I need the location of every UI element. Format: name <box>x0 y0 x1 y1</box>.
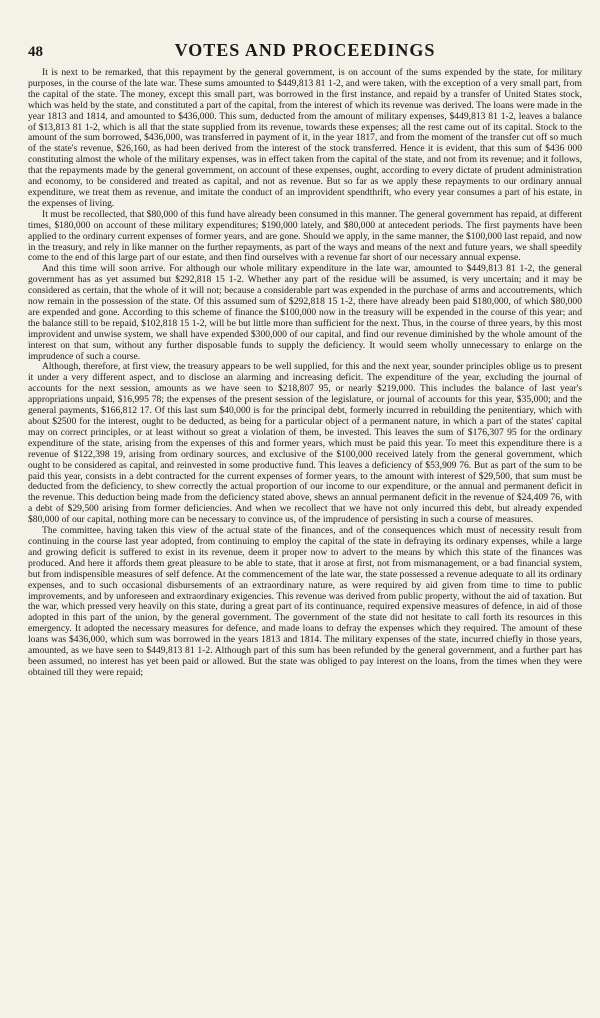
paragraph: It must be recollected, that $80,000 of this fund have already been consumed in this manner. The general government has repaid, at different times, $180,000 on account of these military expenditures; $190,000 lately, and $80,000 at antecedent periods. The first payments have been applied to the ordinary current expenses of former years, and are gone. Should we apply, in the same manner, the $100,000 last repaid, and now in the treasury, and rely in like manner on the further repayments, as part of the ways and means of the next and future years, we shall speedily come to the end of this large part of our estate, and then find ourselves with a revenue far short of our necessary annual expense. <box>28 208 582 264</box>
page-number: 48 <box>28 44 43 60</box>
paragraph: The committee, having taken this view of the actual state of the finances, and of the consequences which must of necessity result from continuing in the course last year adopted, from continuing to employ the capital of the state in defraying its ordinary expenses, while a large and growing deficit is suffered to exist in its revenue, deem it proper now to advert to the means by which this state of the finances was produced. And here it affords them great pleasure to be able to state, that it arose at first, not from mismanagement, or a bad financial system, but from indispensible measures of self defence. At the commencement of the late war, the state possessed a revenue adequate to all its ordinary expenses, and to such occasional disbursements of an extraordinary nature, as were required by aid given from time to time to public improvements, and by unforeseen and extraordinary exigencies. This revenue was derived from public property, without the aid of taxation. But the war, which pressed very heavily on this state, during a great part of its continuance, required expensive measures of defence, in aid of those adopted in this part of the union, by the general government. The government of the state did not hesitate to call forth its resources in this emergency. It adopted the necessary measures for defence, and made loans to defray the expenses which they required. The amount of these loans was $436,000, which sum was borrowed in the years 1813 and 1814. The military expenses of the state, incurred chiefly in those years, amounted, as we have seen to $449,813 81 1-2. Although part of this sum has been refunded by the general government, and a further part has been assumed, no interest has yet been paid or allowed. But the state was obliged to pay interest on the loans, from the times when they were obtained till they were repaid; <box>28 525 582 678</box>
paragraph: Although, therefore, at first view, the treasury appears to be well supplied, for this and the next year, sounder principles oblige us to present it under a very different aspect, and to disclose an alarming and increasing deficit. The expenditure of the year, excluding the journal of accounts for the next session, amounts as we have seen to $218,807 95, or nearly $219,000. This includes the balance of last year's appropriations unpaid, $16,995 78; the expenses of the present session of the legislature, or journal of accounts for this year, $35,000; and the general payments, $166,812 17. Of this last sum $40,000 is for the principal debt, formerly incurred in rebuilding the penitentiary, which with about $2500 for the interest, ought to be deducted, as being for a particular object of a permanent nature, in which a part of the states' capital may on correct principles, or at least without so great a violation of them, be invested. This leaves the sum of $176,307 95 for the ordinary expenditure of the state, arising from the expenses of this and former years, which must be paid this year. To meet this expenditure there is a revenue of $122,398 19, arising from ordinary sources, and exclusive of the $100,000 received lately from the general government, which ought to be considered as capital, and reinvested in some productive fund. This leaves a deficiency of $53,909 76. But as part of the sum to be paid this year, consists in a debt contracted for the current expenses of former years, to the amount with interest of $29,500, that sum must be deducted from the deficiency, to shew correctly the actual proportion of our income to our expenditure, or the annual and permanent deficit in the revenue. This deduction being made from the deficiency stated above, shews an annual permanent deficit in the revenue of $24,409 76, with a debt of $29,500 arising from former deficiencies. And when we recollect that we have not only incurred this debt, but already expended $80,000 of our capital, nothing more can be necessary to convince us, of the imprudence of persisting in such a course of measures. <box>28 361 582 526</box>
running-head: VOTES AND PROCEEDINGS <box>174 40 436 60</box>
paragraph: And this time will soon arrive. For although our whole military expenditure in the late war, amounted to $449,813 81 1-2, the general government has as yet assumed but $292,818 15 1-2. Whether any part of the residue will be assumed, is very uncertain; and it may be considered as certain, that the whole of it will not; because a considerable part was expended in the purchase of arms and accoutrements, which now remain in the possession of the state. Of this assumed sum of $292,818 15 1-2, there have already been paid $180,000, of which $80,000 are expended and gone. According to this scheme of finance the $100,000 now in the treasury will be expended in the course of this year; and the balance still to be repaid, $102,818 15 1-2, will be but little more than sufficient for the next. Thus, in the course of three years, by this most improvident and unwise system, we shall have expended $300,000 of our capital, and find our revenue diminished by the whole amount of the interest on that sum, without any further disposable funds to supply the deficiency. It would seem wholly unnecessary to enlarge on the imprudence of such a course. <box>28 263 582 362</box>
paragraph: It is next to be remarked, that this repayment by the general government, is on account of the sums expended by the state, for military purposes, in the course of the late war. These sums amounted to $449,813 81 1-2, and were taken, with the exception of a very small part, from the capital of the state. The money, except this small part, was borrowed in the first instance, and repaid by a transfer of United States stock, which was held by the state, and constituted a part of the capital, from the interest of which its revenue was derived. The loans were made in the year 1813 and 1814, and amounted to $436,000. This sum, deducted from the amount of military expenses, $449,813 81 1-2, leaves a balance of $13,813 81 1-2, which is all that the state supplied from its revenue, towards these expenses; all the rest came out of its capital. Stock to the amount of the sum borrowed, $436,000, was transferred in payment of it, in the year 1817, and from the moment of the transfer cut off so much of the state's revenue, $26,160, as had been derived from the interest of the stock transferred. Hence it is evident, that this sum of $436 000 constituting almost the whole of the military expenses, was in effect taken from the capital of the state, and not from its revenue; and it follows, that the repayments made by the general government, on account of these expenses, ought, according to every dictate of prudent administration and economy, to be considered and treated as capital, and not as revenue. But so far as we apply these repayments to our ordinary annual expenditure, we treat them as revenue, and imitate the conduct of an improvident spendthrift, who every year consumes a part of his estate, in the expenses of living. <box>28 67 582 209</box>
page-header <box>28 40 582 64</box>
body-text <box>28 68 582 679</box>
